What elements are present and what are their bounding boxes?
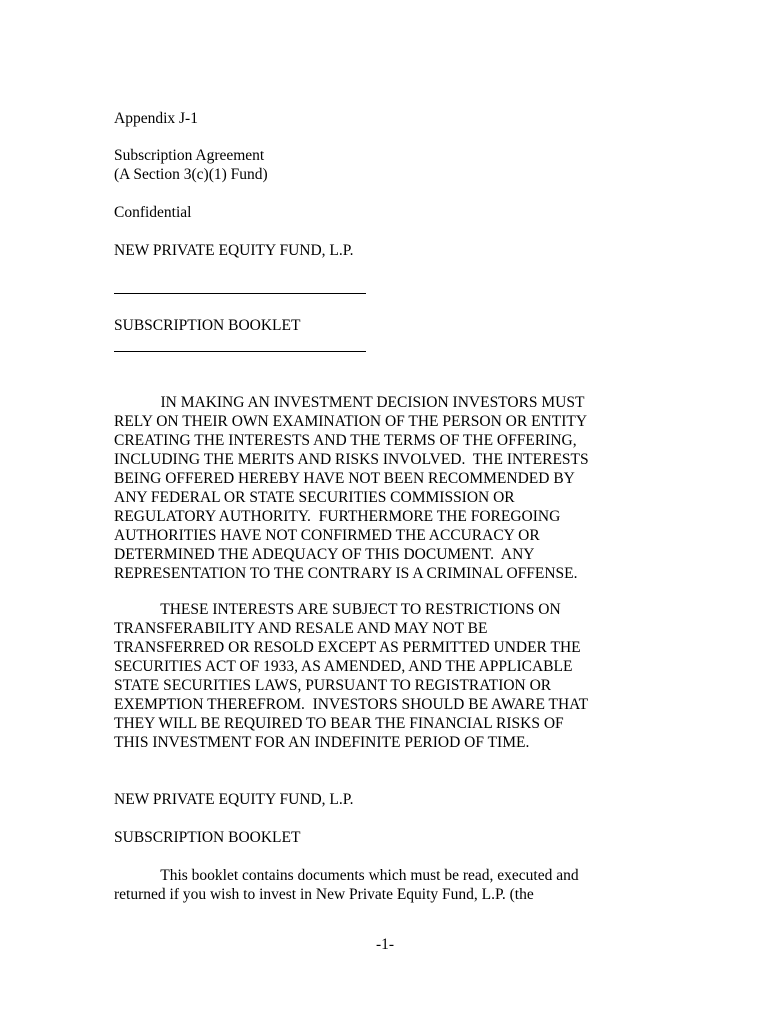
fund-name-repeat: NEW PRIVATE EQUITY FUND, L.P. xyxy=(114,791,354,808)
investment-legend xyxy=(114,393,659,583)
legend-line: REGULATORY AUTHORITY. FURTHERMORE THE FOREGOING xyxy=(114,508,561,525)
intro-line: returned if you wish to invest in New Private Equity Fund, L.P. (the xyxy=(114,886,534,903)
divider-line xyxy=(114,351,366,352)
appendix-label: Appendix J-1 xyxy=(114,110,198,127)
legend-line: ANY FEDERAL OR STATE SECURITIES COMMISSION OR xyxy=(114,489,515,506)
legend-line: THESE INTERESTS ARE SUBJECT TO RESTRICTIONS ON xyxy=(114,601,561,618)
legend-line: INCLUDING THE MERITS AND RISKS INVOLVED. THE INTERESTS xyxy=(114,451,589,468)
booklet-title: SUBSCRIPTION BOOKLET xyxy=(114,317,301,334)
legend-line: IN MAKING AN INVESTMENT DECISION INVESTORS MUST xyxy=(114,394,585,411)
legend-line: BEING OFFERED HEREBY HAVE NOT BEEN RECOMMENDED BY xyxy=(114,470,575,487)
agreement-title: Subscription Agreement xyxy=(114,147,265,164)
divider-line xyxy=(114,293,366,294)
legend-line: AUTHORITIES HAVE NOT CONFIRMED THE ACCURACY OR xyxy=(114,527,540,544)
fund-section: (A Section 3(c)(1) Fund) xyxy=(114,166,268,183)
legend-line: STATE SECURITIES LAWS, PURSUANT TO REGISTRATION OR xyxy=(114,677,552,694)
intro-paragraph xyxy=(114,866,659,904)
legend-line: THIS INVESTMENT FOR AN INDEFINITE PERIOD OF TIME. xyxy=(114,734,530,751)
page-number: -1- xyxy=(375,936,395,953)
legend-line: EXEMPTION THEREFROM. INVESTORS SHOULD BE AWARE THAT xyxy=(114,696,589,713)
legend-line: RELY ON THEIR OWN EXAMINATION OF THE PERSON OR ENTITY xyxy=(114,413,588,430)
legend-line: THEY WILL BE REQUIRED TO BEAR THE FINANCIAL RISKS OF xyxy=(114,715,564,732)
legend-line: DETERMINED THE ADEQUACY OF THIS DOCUMENT. ANY xyxy=(114,546,535,563)
legend-line: TRANSFERRED OR RESOLD EXCEPT AS PERMITTED UNDER THE xyxy=(114,639,581,656)
booklet-title-repeat: SUBSCRIPTION BOOKLET xyxy=(114,829,301,846)
legend-line: REPRESENTATION TO THE CONTRARY IS A CRIMINAL OFFENSE. xyxy=(114,565,578,582)
legend-line: SECURITIES ACT OF 1933, AS AMENDED, AND THE APPLICABLE xyxy=(114,658,573,675)
legend-line: TRANSFERABILITY AND RESALE AND MAY NOT BE xyxy=(114,620,488,637)
confidential-label: Confidential xyxy=(114,204,192,221)
intro-line: This booklet contains documents which must be read, executed and xyxy=(114,867,579,884)
legend-line: CREATING THE INTERESTS AND THE TERMS OF THE OFFERING, xyxy=(114,432,577,449)
fund-name: NEW PRIVATE EQUITY FUND, L.P. xyxy=(114,242,354,259)
transfer-legend xyxy=(114,600,659,752)
